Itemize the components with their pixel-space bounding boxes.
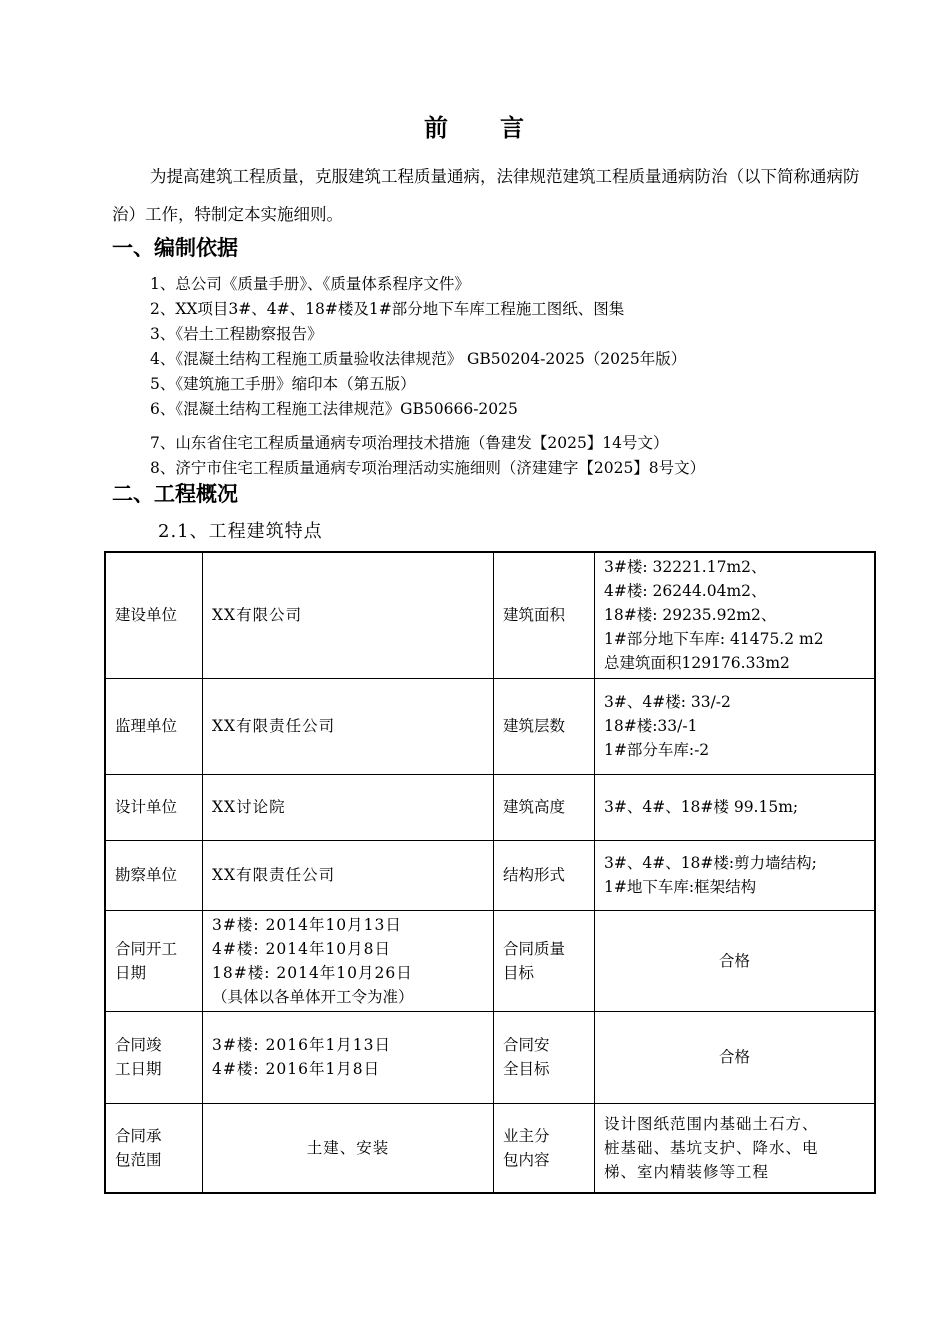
page-title: 前 言 <box>424 114 526 142</box>
value-cell: XX有限责任公司 <box>203 678 494 774</box>
value-cell: XX讨论院 <box>203 774 494 840</box>
table-row <box>105 840 875 910</box>
label-cell: 结构形式 <box>494 840 595 910</box>
table-row <box>105 1011 875 1103</box>
value-cell: 3#、4#楼: 33/-2 18#楼:33/-1 1#部分车库:-2 <box>595 678 876 774</box>
value-cell: 3#楼: 32221.17m2、 4#楼: 26244.04m2、 18#楼: 29235.92m2、 1#部分地下车库: 41475.2 m2 总建筑面积129176.33m2 <box>595 552 876 678</box>
basis-item: 3、《岩土工程勘察报告》 <box>150 325 323 343</box>
label-cell: 建筑高度 <box>494 774 595 840</box>
label-cell: 建筑层数 <box>494 678 595 774</box>
value-cell: 设计图纸范围内基础土石方、 桩基础、基坑支护、降水、电 梯、室内精装修等工程 <box>595 1103 876 1193</box>
basis-item: 4、《混凝土结构工程施工质量验收法律规范》 GB50204-2025（2025年版） <box>150 350 687 368</box>
label-cell: 业主分 包内容 <box>494 1103 595 1193</box>
value-cell: XX有限公司 <box>203 552 494 678</box>
label-cell: 合同承 包范围 <box>105 1103 203 1193</box>
value-cell: XX有限责任公司 <box>203 840 494 910</box>
section2-subheading: 2.1、工程建筑特点 <box>158 521 323 542</box>
basis-item: 7、山东省住宅工程质量通病专项治理技术措施（鲁建发【2025】14号文） <box>150 434 669 452</box>
table-row <box>105 678 875 774</box>
table-row <box>105 552 875 678</box>
basis-item: 5、《建筑施工手册》缩印本（第五版） <box>150 375 416 393</box>
project-info-table <box>104 551 876 1194</box>
value-cell: 3#、4#、18#楼:剪力墙结构; 1#地下车库:框架结构 <box>595 840 876 910</box>
table-row <box>105 774 875 840</box>
intro-paragraph: 为提高建筑工程质量，克服建筑工程质量通病，法律规范建筑工程质量通病防治（以下简称通病防治）工作，特制定本实施细则。 <box>112 167 860 224</box>
section1-heading: 一、编制依据 <box>112 236 238 260</box>
basis-item: 8、济宁市住宅工程质量通病专项治理活动实施细则（济建建字【2025】8号文） <box>150 459 706 477</box>
label-cell: 合同开工 日期 <box>105 910 203 1011</box>
value-cell: 3#、4#、18#楼 99.15m; <box>595 774 876 840</box>
basis-item: 1、总公司《质量手册》、《质量体系程序文件》 <box>150 275 470 293</box>
value-cell: 3#楼: 2016年1月13日 4#楼: 2016年1月8日 <box>203 1011 494 1103</box>
value-cell: 3#楼: 2014年10月13日 4#楼: 2014年10月8日 18#楼: 2014年10月26日 （具体以各单体开工令为准） <box>203 910 494 1011</box>
value-cell: 土建、安装 <box>203 1103 494 1193</box>
basis-item: 6、《混凝土结构工程施工法律规范》GB50666-2025 <box>150 400 518 418</box>
label-cell: 勘察单位 <box>105 840 203 910</box>
section2-heading: 二、工程概况 <box>112 482 238 506</box>
label-cell: 建设单位 <box>105 552 203 678</box>
value-cell: 合格 <box>595 910 876 1011</box>
label-cell: 合同质量 目标 <box>494 910 595 1011</box>
table-row <box>105 910 875 1011</box>
basis-item: 2、XX项目3#、4#、18#楼及1#部分地下车库工程施工图纸、图集 <box>150 300 625 318</box>
table-row <box>105 1103 875 1193</box>
label-cell: 合同安 全目标 <box>494 1011 595 1103</box>
label-cell: 监理单位 <box>105 678 203 774</box>
value-cell: 合格 <box>595 1011 876 1103</box>
label-cell: 合同竣 工日期 <box>105 1011 203 1103</box>
label-cell: 设计单位 <box>105 774 203 840</box>
label-cell: 建筑面积 <box>494 552 595 678</box>
